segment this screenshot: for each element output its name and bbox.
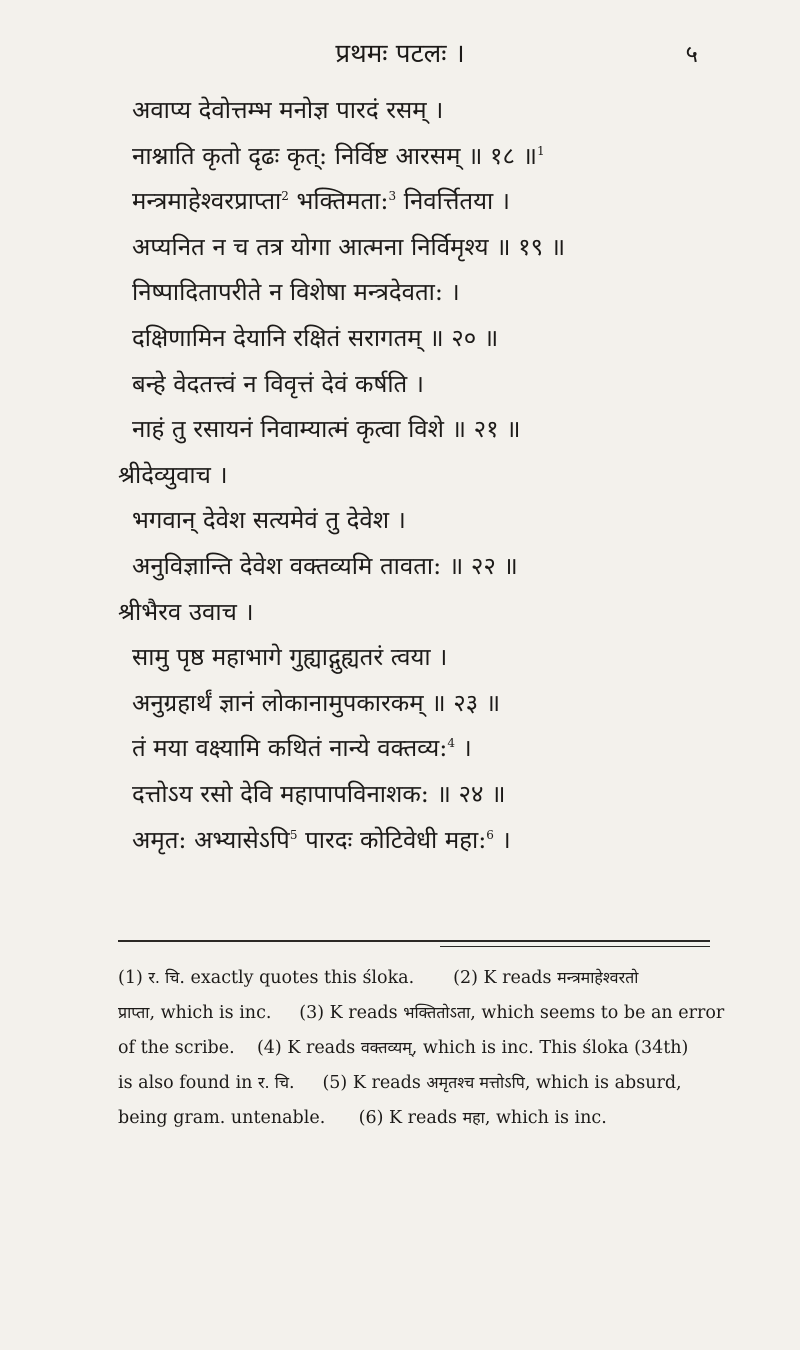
footnote-text: of the scribe. (118, 1038, 235, 1058)
verse-text: दक्षिणामिन देयानि रक्षितं सरागतम् ॥ २० ॥ (132, 323, 499, 352)
verse-line (118, 316, 718, 362)
footnote-number: (5) (322, 1073, 348, 1093)
footnote-marker: 6 (486, 827, 494, 842)
verse-line (118, 225, 718, 271)
footnote-text: is also found in (118, 1073, 253, 1093)
footnote-separator-short (440, 946, 710, 947)
footnote-number: (2) (453, 968, 478, 988)
footnote-reading: मन्त्रमाहेश्वरतो (557, 968, 639, 987)
footnote-separator (118, 940, 710, 942)
verse-text: अप्यनित न च तत्र योगा आत्मना निर्विमृश्य ॥ १९ ॥ (132, 232, 566, 261)
footnote-marker: 2 (281, 189, 289, 204)
verse-text: दत्तोऽय रसो देवि महापापविनाशक: ॥ २४ ॥ (132, 779, 506, 808)
footnote-text: , which is absurd, (524, 1073, 682, 1093)
verse-line (118, 726, 718, 772)
footnote-abbreviation: र. चि (258, 1073, 290, 1092)
verse-text: अवाप्य देवोत्तम्भ मनोज्ञ पारदं रसम् । (132, 96, 444, 124)
footnote-reading: भक्तितोऽता (403, 1003, 471, 1022)
verse-line (118, 134, 718, 180)
footnote-number: (4) (256, 1038, 282, 1058)
footnote-text: , which is inc. This śloka (34th) (411, 1038, 689, 1058)
footnote-marker: 4 (447, 736, 455, 751)
verse-text: निवर्त्तितया । (396, 187, 510, 216)
verse-text: अनुग्रहार्थं ज्ञानं लोकानामुपकारकम् ॥ २३ ॥ (132, 688, 501, 717)
verse-text: नाश्नाति कृतो दृढः कृत्: निर्विष्ट आरसम् ॥ १८ ॥ (132, 141, 538, 170)
footnote-number: (6) (358, 1108, 384, 1128)
footnote-marker: 5 (289, 827, 298, 842)
running-title: प्रथमः पटलः । (335, 39, 465, 69)
footnote-text: , which seems to be an error (470, 1003, 725, 1023)
footnote-text: being gram. untenable. (118, 1108, 326, 1128)
footnote-marker: 3 (388, 189, 397, 204)
footnote-line (118, 1030, 718, 1065)
footnote-abbreviation: र. चि (148, 968, 180, 987)
verse-text: अनुविज्ञान्ति देवेश वक्तव्यमि तावता: ॥ २२ ॥ (132, 551, 518, 580)
verse-text: सामु पृष्ठ महाभागे गुह्याद्गुह्यतरं त्वया । (132, 643, 448, 672)
verse-line (118, 544, 718, 590)
page-number: ५ (685, 40, 698, 68)
verse-line (118, 498, 718, 544)
verse-text: नाहं तु रसायनं निवाम्यात्मं कृत्वा विशे ॥ २१ ॥ (132, 415, 521, 444)
verse-line (118, 772, 718, 818)
footnote-text: K reads (287, 1038, 356, 1058)
verse-line (118, 407, 718, 453)
verse-text: । (493, 825, 511, 854)
footnote-line (118, 960, 718, 995)
verse-text: भगवान् देवेश सत्यमेवं तु देवेश । (132, 506, 406, 535)
footnote-text: . (289, 1073, 295, 1093)
running-header (0, 34, 800, 74)
footnote-text: K reads (483, 968, 552, 988)
verse-text: तं मया वक्ष्यामि कथितं नान्ये वक्तव्य: (132, 734, 448, 763)
verse-block (118, 88, 718, 863)
footnote-line (118, 1065, 718, 1100)
verse-text: बन्हे वेदतत्त्वं न विवृत्तं देवं कर्षति । (132, 369, 424, 398)
footnote-reading: महा (462, 1108, 485, 1127)
verse-line (118, 818, 718, 864)
footnote-line (118, 995, 725, 1030)
speaker-heading (118, 590, 718, 636)
footnote-text: . exactly quotes this śloka. (179, 968, 415, 988)
footnote-text: , which is inc. (484, 1108, 607, 1128)
verse-line (118, 635, 718, 681)
footnote-number: (1) (118, 968, 143, 988)
verse-text: निष्पादितापरीते न विशेषा मन्त्रदेवता: । (132, 278, 460, 307)
footnotes (118, 960, 725, 1135)
speaker-heading (118, 453, 718, 499)
footnote-text: K reads (352, 1073, 421, 1093)
verse-text: अमृत: अभ्यासेऽपि (132, 825, 290, 854)
footnote-text: K reads (329, 1003, 398, 1023)
verse-line (118, 88, 718, 134)
verse-text: पारदः कोटिवेधी महा: (297, 825, 487, 854)
verse-line (118, 362, 718, 408)
footnote-line (118, 1100, 718, 1135)
verse-text: मन्त्रमाहेश्वरप्राप्ता (132, 187, 282, 216)
footnote-reading: वक्तव्यम् (360, 1038, 412, 1057)
footnote-reading: अमृतश्च मत्तोऽपि (426, 1073, 525, 1092)
verse-text: श्रीभैरव उवाच । (118, 597, 254, 626)
verse-line (118, 270, 718, 316)
footnote-marker: 1 (537, 143, 545, 158)
footnote-text: K reads (389, 1108, 458, 1128)
verse-text: श्रीदेव्युवाच । (118, 460, 228, 489)
footnote-text: , which is inc. (149, 1003, 272, 1023)
verse-line (118, 681, 718, 727)
verse-text: भक्तिमता: (288, 187, 389, 216)
footnote-reading: प्राप्ता (118, 1003, 150, 1022)
verse-text: । (454, 734, 472, 763)
verse-line (118, 179, 718, 225)
footnote-number: (3) (299, 1003, 325, 1023)
